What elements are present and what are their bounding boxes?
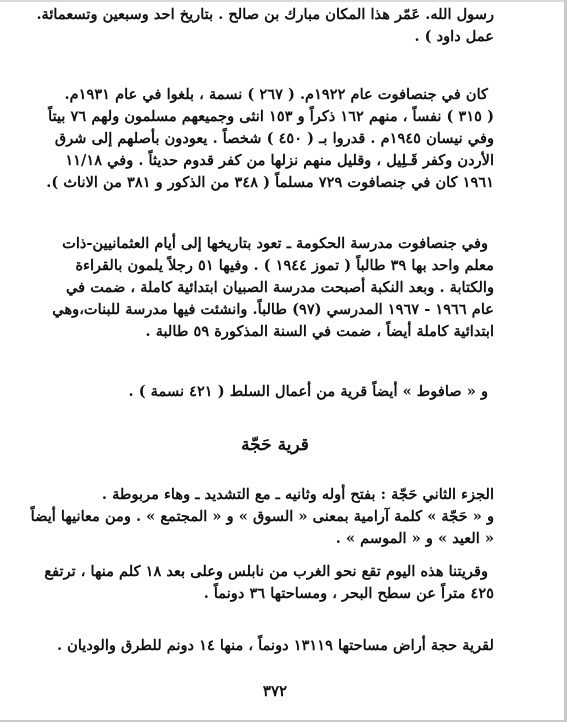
text-line: عمل داود ) . (414, 28, 494, 45)
text-line: « العيد » و « الموسم » . (335, 530, 494, 547)
book-page (30, 0, 494, 722)
text-line: ٤٢٥ متراً عن سطح البحر ، ومساحتها ٣٦ دونماً . (203, 585, 494, 602)
text-line: الجزء الثاني حَجّة : بفتح أوله وثانيه ـ مع التشديد ـ وهاء مربوطة . (101, 486, 494, 503)
text-line: وفي نيسان ١٩٤٥م . قدروا بـ ( ٤٥٠ ) شخصاً . يعودون بأصلهم إلى شرق (54, 130, 494, 147)
text-line: والكتابة . وبعد النكبة أصبحت مدرسة الصبيان ابتدائية كاملة ، ضمت في (65, 279, 494, 296)
text-line: كان في جنصافوت عام ١٩٢٢م. ( ٢٦٧ ) نسمة ، بلغوا في عام ١٩٣١م. (64, 86, 488, 103)
text-line: ( ٣١٥ ) نفساً ، منهم ١٦٢ ذكراً و ١٥٣ انثى وجميعهم مسلمون ولهم ٧٦ بيتاً (48, 108, 494, 125)
text-line: وفي جنصافوت مدرسة الحكومة ـ تعود بتاريخها إلى أيام العثمانيين-ذات (62, 235, 488, 252)
text-line: الأردن وكفر قَـلِيل ، وقليل منهم نزلها من كفر قدوم حديثاً . وفي ١١/١٨ (65, 152, 494, 169)
text-line: لقرية حجة أراض مساحتها ١٣١١٩ دونماً ، منها ١٤ دونم للطرق والوديان . (56, 637, 494, 654)
section-heading: قرية حَجّة (241, 435, 309, 455)
paragraph-location (44, 561, 494, 605)
text-line: وقريتنا هذه اليوم تقع نحو الغرب من نابلس وعلى بعد ١٨ كلم منها ، ترتفع (44, 563, 488, 580)
text-line: و « حَجّة » كلمة آرامية بمعنى « السوق » و « المجتمع » . ومن معانيها أيضاً (30, 508, 494, 525)
paragraph-land-area (56, 635, 494, 657)
text-line: ١٩٦١ كان في جنصافوت ٧٢٩ مسلماً ( ٣٤٨ من الذكور و ٣٨١ من الاناث ). (46, 174, 494, 191)
paragraph-safut (56, 381, 494, 403)
paragraph-population (46, 84, 494, 194)
text-line: رسول الله. عَمّر هذا المكان مبارك بن صالح . بتاريخ احد وسبعين وتسعمائة. (36, 6, 494, 23)
paragraph-name-meaning (30, 484, 494, 550)
text-line: عام ١٩٦٦ - ١٩٦٧ المدرسي (٩٧) طالباً. وانشئت فيها مدرسة للبنات،وهي (52, 301, 494, 318)
paragraph-inscription-end (36, 4, 494, 48)
page-number: ٣٧٢ (262, 682, 288, 700)
text-line: معلم واحد بها ٣٩ طالباً ( تموز ١٩٤٤ ) . وفيها ٥١ رجلاً يلمون بالقراءة (75, 257, 494, 274)
paragraph-schools (52, 233, 494, 343)
text-line: و « صافوط » أيضاً قرية من أعمال السلط ( ٤٢١ نسمة ) . (128, 383, 488, 400)
text-line: ابتدائية كاملة أيضاً ، ضمت في السنة المذكورة ٥٩ طالبة . (145, 323, 494, 340)
